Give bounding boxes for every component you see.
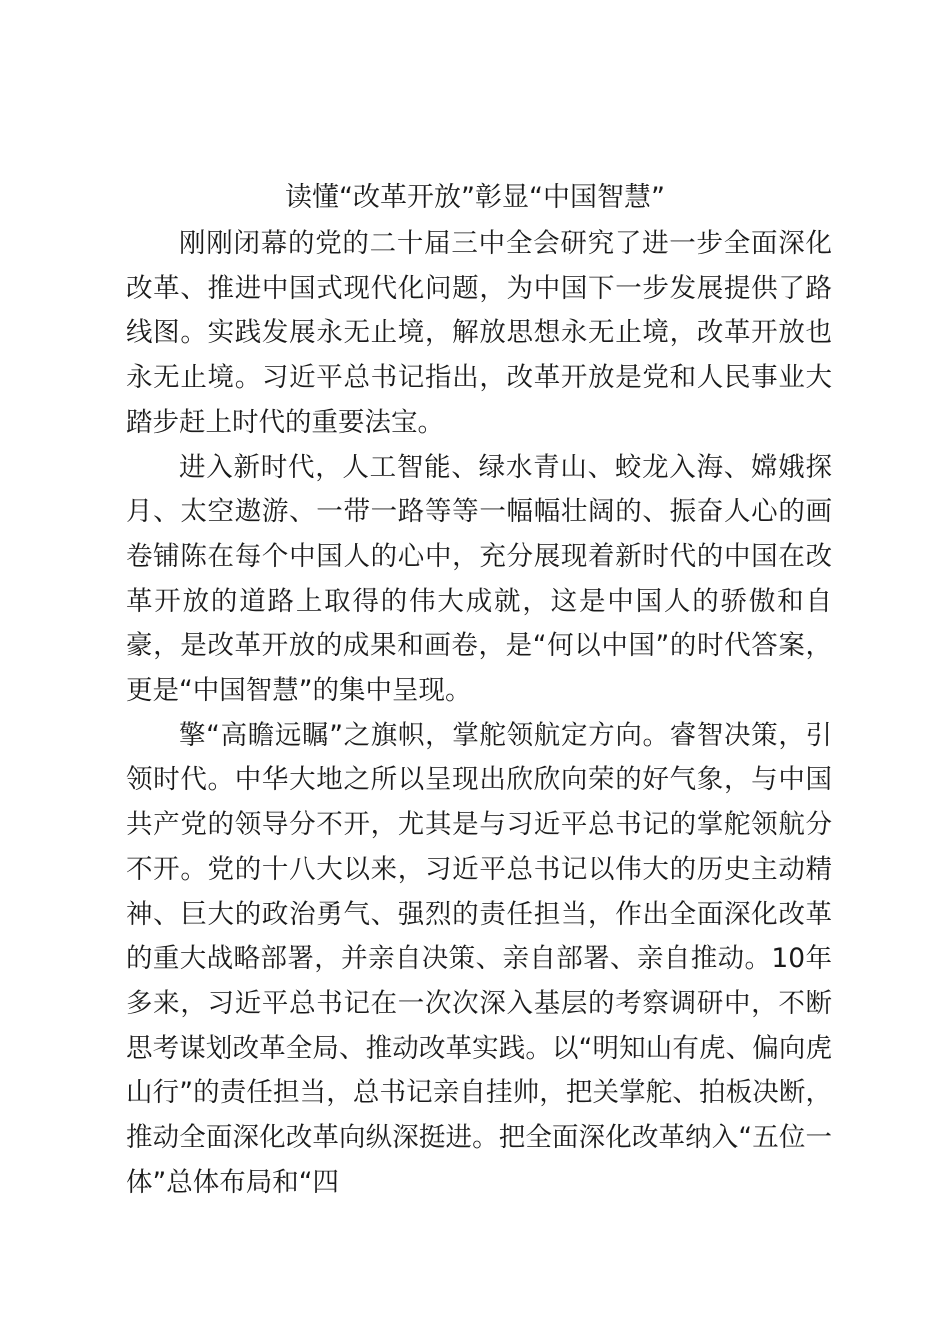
document-title: 读懂“改革开放”彰显“中国智慧” — [285, 182, 665, 213]
document-body — [126, 222, 832, 1205]
paragraph: 进入新时代，人工智能、绿水青山、蛟龙入海、嫦娥探月、太空遨游、一带一路等等一幅幅壮阔的、振奋人心的画卷铺陈在每个中国人的心中，充分展现着新时代的中国在改革开放的道路上取得的伟大成就，这是中国人的骄傲和自豪，是改革开放的成果和画卷，是“何以中国”的时代答案，更是“中国智慧”的集中呈现。 — [126, 451, 832, 707]
paragraph: 刚刚闭幕的党的二十届三中全会研究了进一步全面深化改革、推进中国式现代化问题，为中国下一步发展提供了路线图。实践发展永无止境，解放思想永无止境，改革开放也永无止境。习近平总书记指出，改革开放是党和人民事业大踏步赶上时代的重要法宝。 — [126, 228, 832, 438]
paragraph: 擎“高瞻远瞩”之旗帜，掌舵领航定方向。睿智决策，引领时代。中华大地之所以呈现出欣欣向荣的好气象，与中国共产党的领导分不开，尤其是与习近平总书记的掌舵领航分不开。党的十八大以来，习近平总书记以伟大的历史主动精神、巨大的政治勇气、强烈的责任担当，作出全面深化改革的重大战略部署，并亲自决策、亲自部署、亲自推动。10年多来，习近平总书记在一次次深入基层的考察调研中，不断思考谋划改革全局、推动改革实践。以“明知山有虎、偏向虎山行”的责任担当，总书记亲自挂帅，把关掌舵、拍板决断，推动全面深化改革向纵深挺进。把全面深化改革纳入“五位一体”总体布局和“四 — [126, 719, 832, 1198]
